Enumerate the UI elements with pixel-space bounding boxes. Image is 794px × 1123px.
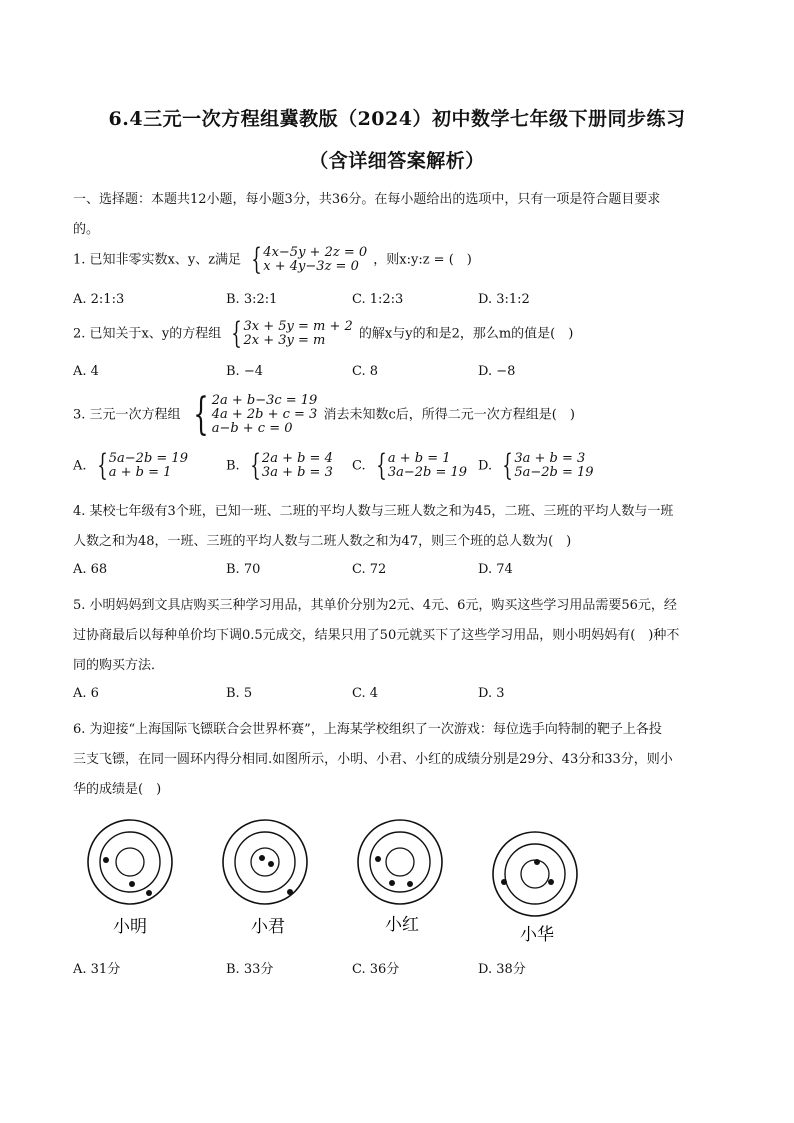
dart-hit bbox=[501, 879, 507, 885]
q6-option-a[interactable]: A. 31分 bbox=[73, 962, 121, 977]
question-2-system bbox=[227, 316, 353, 351]
question-4-line-1: 4. 某校七年级有3个班，已知一班、二班的平均人数与三班人数之和为45，二班、三班的平均人数与一班 bbox=[73, 504, 674, 519]
question-5-line-3: 同的购买方法． bbox=[73, 658, 165, 673]
dart-hit bbox=[407, 881, 413, 887]
question-3 bbox=[73, 389, 575, 440]
q2-option-b[interactable]: B. −4 bbox=[226, 364, 263, 379]
equation: 3a + b = 3 bbox=[514, 451, 586, 466]
document-subtitle: （含详细答案解析） bbox=[309, 150, 485, 172]
q5-option-b[interactable]: B. 5 bbox=[226, 686, 253, 701]
equation: 2a + b−3c = 19 bbox=[211, 393, 318, 408]
question-3-tail: 消去未知数c后，所得二元一次方程组是( ) bbox=[323, 407, 575, 423]
target-label: 小红 bbox=[385, 915, 419, 935]
target-label: 小明 bbox=[113, 917, 147, 937]
q5-option-c[interactable]: C. 4 bbox=[352, 686, 379, 701]
equation: a−b + c = 0 bbox=[211, 421, 293, 436]
question-1-system bbox=[247, 242, 368, 277]
question-5-line-1: 5. 小明妈妈到文具店购买三种学习用品，其单价分别为2元、4元、6元，购买这些学习用品需要56元，经 bbox=[73, 598, 677, 613]
q6-option-d[interactable]: D. 38分 bbox=[478, 962, 526, 977]
dart-hit bbox=[534, 859, 540, 865]
question-2-stem: 2. 已知关于x、y的方程组 bbox=[73, 326, 222, 342]
q1-option-b[interactable]: B. 3:2:1 bbox=[226, 292, 278, 307]
question-1-stem: 1. 已知非零实数x、y、z满足 bbox=[73, 252, 242, 268]
q3-option-d[interactable] bbox=[478, 448, 596, 483]
q3-option-b[interactable] bbox=[226, 448, 335, 483]
question-2-tail: 的解x与y的和是2，那么m的值是( ) bbox=[358, 326, 574, 342]
option-label: D. bbox=[478, 458, 493, 474]
equation: a + b = 1 bbox=[108, 465, 172, 480]
brace-icon: { bbox=[231, 316, 243, 351]
equation: x + 4y−3z = 0 bbox=[263, 259, 359, 274]
q6-option-c[interactable]: C. 36分 bbox=[352, 962, 400, 977]
q3-option-c[interactable] bbox=[352, 448, 469, 483]
brace-icon: { bbox=[96, 448, 108, 483]
brace-icon: { bbox=[502, 448, 514, 483]
brace-icon: { bbox=[376, 448, 387, 483]
equation: 5a−2b = 19 bbox=[514, 465, 594, 480]
equation: 4a + 2b + c = 3 bbox=[211, 407, 318, 422]
question-4-line-2: 人数之和为48，一班、三班的平均人数与二班人数之和为47，则三个班的总人数为( ) bbox=[73, 534, 572, 549]
target-label: 小君 bbox=[251, 917, 285, 937]
question-6-line-3: 华的成绩是( ) bbox=[73, 782, 162, 797]
q1-option-c[interactable]: C. 1:2:3 bbox=[352, 292, 404, 307]
target-xiaoming bbox=[88, 820, 172, 904]
q5-option-a[interactable]: A. 6 bbox=[73, 686, 99, 701]
target-xiaohua bbox=[493, 832, 577, 916]
dart-hit bbox=[375, 856, 381, 862]
option-label: B. bbox=[226, 458, 240, 474]
question-3-stem: 3. 三元一次方程组 bbox=[73, 407, 181, 423]
q4-option-d[interactable]: D. 74 bbox=[478, 562, 513, 577]
target-xiaojun bbox=[223, 820, 307, 904]
dart-hit bbox=[129, 881, 135, 887]
dart-hit bbox=[287, 889, 293, 895]
question-2 bbox=[73, 316, 574, 351]
document-title: 6.4三元一次方程组冀教版（2024）初中数学七年级下册同步练习 bbox=[108, 108, 686, 130]
brace-icon: { bbox=[250, 448, 261, 483]
q4-option-a[interactable]: A. 68 bbox=[73, 562, 108, 577]
question-6-line-1: 6. 为迎接“上海国际飞镖联合会世界杯赛”，上海某学校组织了一次游戏：每位选手向特制的靶子上各投 bbox=[73, 722, 662, 737]
q4-option-c[interactable]: C. 72 bbox=[352, 562, 387, 577]
dart-hit bbox=[146, 890, 152, 896]
dart-hit bbox=[103, 857, 109, 863]
brace-icon: { bbox=[251, 242, 263, 277]
q2-option-c[interactable]: C. 8 bbox=[352, 364, 379, 379]
option-label: A. bbox=[73, 458, 87, 474]
dart-hit bbox=[268, 861, 274, 867]
section-instructions: 一、选择题：本题共12小题，每小题3分，共36分。在每小题给出的选项中，只有一项是符合题目要求 bbox=[73, 192, 661, 207]
equation: 3x + 5y = m + 2 bbox=[243, 319, 353, 334]
q2-option-d[interactable]: D. −8 bbox=[478, 364, 516, 379]
question-6-line-2: 三支飞镖，在同一圆环内得分相同.如图所示，小明、小君、小红的成绩分别是29分、43分和33分，则小 bbox=[73, 752, 673, 767]
equation: 3a−2b = 19 bbox=[387, 465, 468, 480]
target-xiaohong bbox=[358, 820, 442, 904]
q1-option-a[interactable]: A. 2:1:3 bbox=[73, 292, 125, 307]
equation: 2x + 3y = m bbox=[243, 333, 326, 348]
dart-hit bbox=[259, 855, 265, 861]
equation: 4x−5y + 2z = 0 bbox=[263, 245, 368, 260]
question-3-system bbox=[187, 389, 318, 440]
equation: a + b = 1 bbox=[387, 451, 451, 466]
question-1-tail: ，则x:y:z = ( ) bbox=[373, 252, 472, 268]
section-instructions-cont: 的。 bbox=[73, 222, 100, 237]
q3-option-a[interactable] bbox=[73, 448, 190, 483]
equation: 2a + b = 4 bbox=[261, 451, 333, 466]
question-5-line-2: 过协商最后以每种单价均下调0.5元成交，结果只用了50元就买下了这些学习用品，则小明妈妈有( )种不 bbox=[73, 628, 680, 643]
equation: 3a + b = 3 bbox=[261, 465, 333, 480]
equation: 5a−2b = 19 bbox=[108, 451, 188, 466]
brace-icon: { bbox=[192, 389, 209, 440]
q1-option-d[interactable]: D. 3:1:2 bbox=[478, 292, 530, 307]
q2-option-a[interactable]: A. 4 bbox=[73, 364, 99, 379]
q4-option-b[interactable]: B. 70 bbox=[226, 562, 261, 577]
dart-hit bbox=[389, 880, 395, 886]
dart-hit bbox=[548, 879, 554, 885]
dartboard-figure bbox=[0, 812, 794, 952]
target-label: 小华 bbox=[520, 925, 554, 945]
q6-option-b[interactable]: B. 33分 bbox=[226, 962, 274, 977]
q5-option-d[interactable]: D. 3 bbox=[478, 686, 505, 701]
question-1 bbox=[73, 242, 472, 277]
option-label: C. bbox=[352, 458, 366, 474]
